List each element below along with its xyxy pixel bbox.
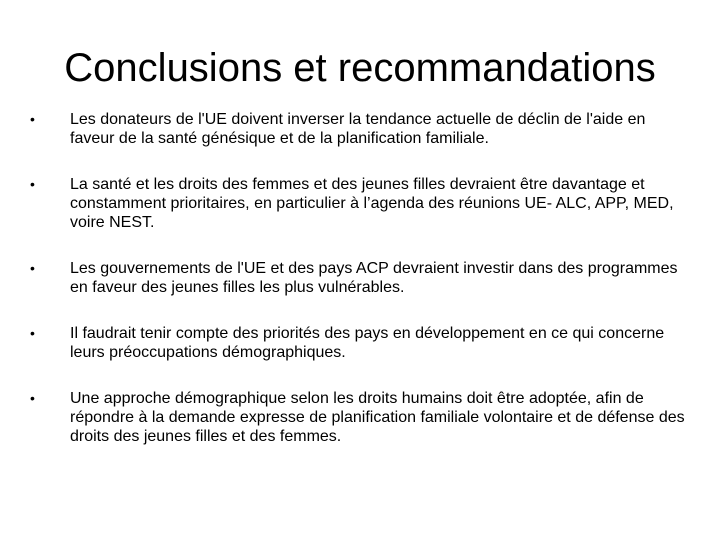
bullet-text: Une approche démographique selon les droits humains doit être adoptée, afin de répondre à la demande expresse de planification familiale volontaire et de défense des droits des jeunes filles et des femmes.	[70, 390, 685, 445]
bullet-item	[30, 175, 690, 232]
bullet-item	[30, 110, 690, 148]
bullet-icon: •	[30, 111, 35, 127]
bullet-icon: •	[30, 325, 35, 341]
bullet-icon: •	[30, 390, 35, 406]
bullet-text: La santé et les droits des femmes et des jeunes filles devraient être davantage et constamment prioritaires, en particulier à l’agenda des réunions UE- ALC, APP, MED, voire NEST.	[70, 176, 674, 231]
bullet-icon: •	[30, 176, 35, 192]
bullet-icon: •	[30, 260, 35, 276]
bullet-item	[30, 259, 690, 297]
bullet-list	[30, 110, 690, 473]
bullet-text: Il faudrait tenir compte des priorités des pays en développement en ce qui concerne leurs préoccupations démographiques.	[70, 325, 665, 361]
bullet-text: Les gouvernements de l'UE et des pays ACP devraient investir dans des programmes en faveur des jeunes filles les plus vulnérables.	[70, 260, 678, 296]
slide-title: Conclusions et recommandations	[64, 46, 656, 90]
bullet-item	[30, 324, 690, 362]
bullet-text: Les donateurs de l'UE doivent inverser la tendance actuelle de déclin de l'aide en faveur de la santé génésique et de la planification familiale.	[70, 111, 646, 147]
bullet-item	[30, 389, 690, 446]
